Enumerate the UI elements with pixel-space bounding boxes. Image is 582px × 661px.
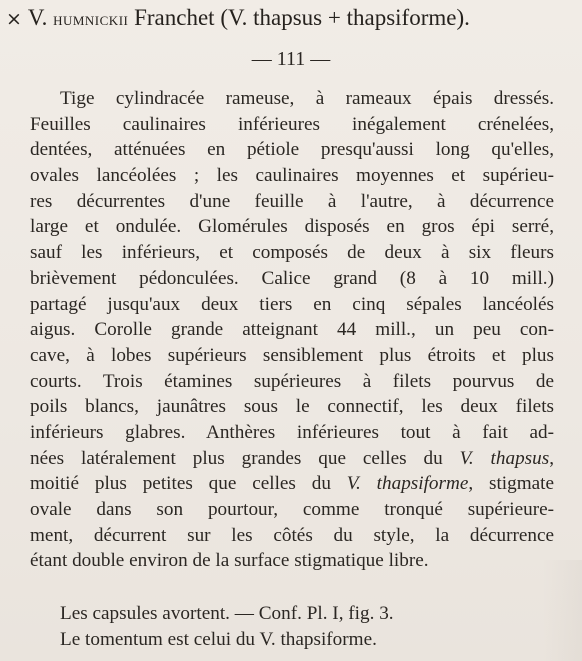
text-line: res décurrentes d'une feuille à l'autre, à décurrence [30, 190, 554, 212]
text-fragment: nées latéralement plus grandes que celles du [30, 447, 460, 469]
text-line-with-italic [30, 471, 554, 497]
text-line: dentées, atténuées en pétiole presqu'aussi long qu'elles, [30, 139, 554, 161]
text-line-with-italic [30, 446, 554, 472]
text-line: ment, décurrent sur les côtés du style, la décurrence [30, 524, 554, 546]
description-paragraph [30, 86, 554, 574]
text-line: sauf les inférieurs, et composés de deux à six fleurs [30, 242, 554, 264]
text-fragment: , stigmate [468, 473, 555, 495]
text-line: Tige cylindracée rameuse, à rameaux épais dressés. [60, 88, 554, 109]
text-line: ovales lancéolées ; les caulinaires moyennes et supérieu- [30, 165, 554, 187]
text-line: ovale dans son pourtour, comme tronqué supérieure- [30, 499, 554, 520]
text-line: partagé jusqu'aux deux tiers en cinq sépales lancéolés [30, 293, 554, 315]
species-epithet: humnickii [53, 9, 129, 30]
text-line: aigus. Corolle grande atteignant 44 mill., un peu con- [30, 319, 554, 341]
text-fragment: moitié plus petites que celles du [30, 473, 347, 495]
text-line: Feuilles caulinaires inférieures inégalement crénelées, [30, 113, 554, 135]
text-line: large et ondulée. Glomérules disposés en gros épi serré, [30, 216, 554, 238]
text-line: courts. Trois étamines supérieures à filets pourvus de [30, 370, 554, 392]
text-line: brièvement pédonculées. Calice grand (8 à 10 mill.) [30, 267, 554, 289]
hybrid-cross-symbol: × [6, 8, 22, 30]
heading-author-parentage: Franchet (V. thapsus + thapsiforme). [134, 5, 470, 30]
genus-abbrev: V. [27, 5, 48, 30]
text-line: inférieurs glabres. Anthères inférieures tout à fait ad- [30, 421, 554, 443]
page-edge-shading [542, 560, 582, 661]
italic-species-name: V. thapsus [459, 447, 550, 469]
text-line: poils blancs, jaunâtres sous le connectif, les deux filets [30, 396, 554, 418]
text-line: cave, à lobes supérieurs sensiblement plus étroits et plus [30, 344, 554, 366]
species-heading [6, 4, 578, 34]
italic-species-name: V. thapsiforme [346, 473, 469, 495]
capsules-note: Les capsules avortent. — Conf. Pl. I, fig. 3. [60, 603, 394, 624]
page-number: — 111 — [251, 48, 331, 70]
tomentum-note: Le tomentum est celui du V. thapsiforme. [60, 628, 377, 650]
text-line: étant double environ de la surface stigmatique libre. [30, 550, 429, 572]
text-fragment: , [549, 447, 554, 469]
closing-notes [30, 601, 554, 652]
